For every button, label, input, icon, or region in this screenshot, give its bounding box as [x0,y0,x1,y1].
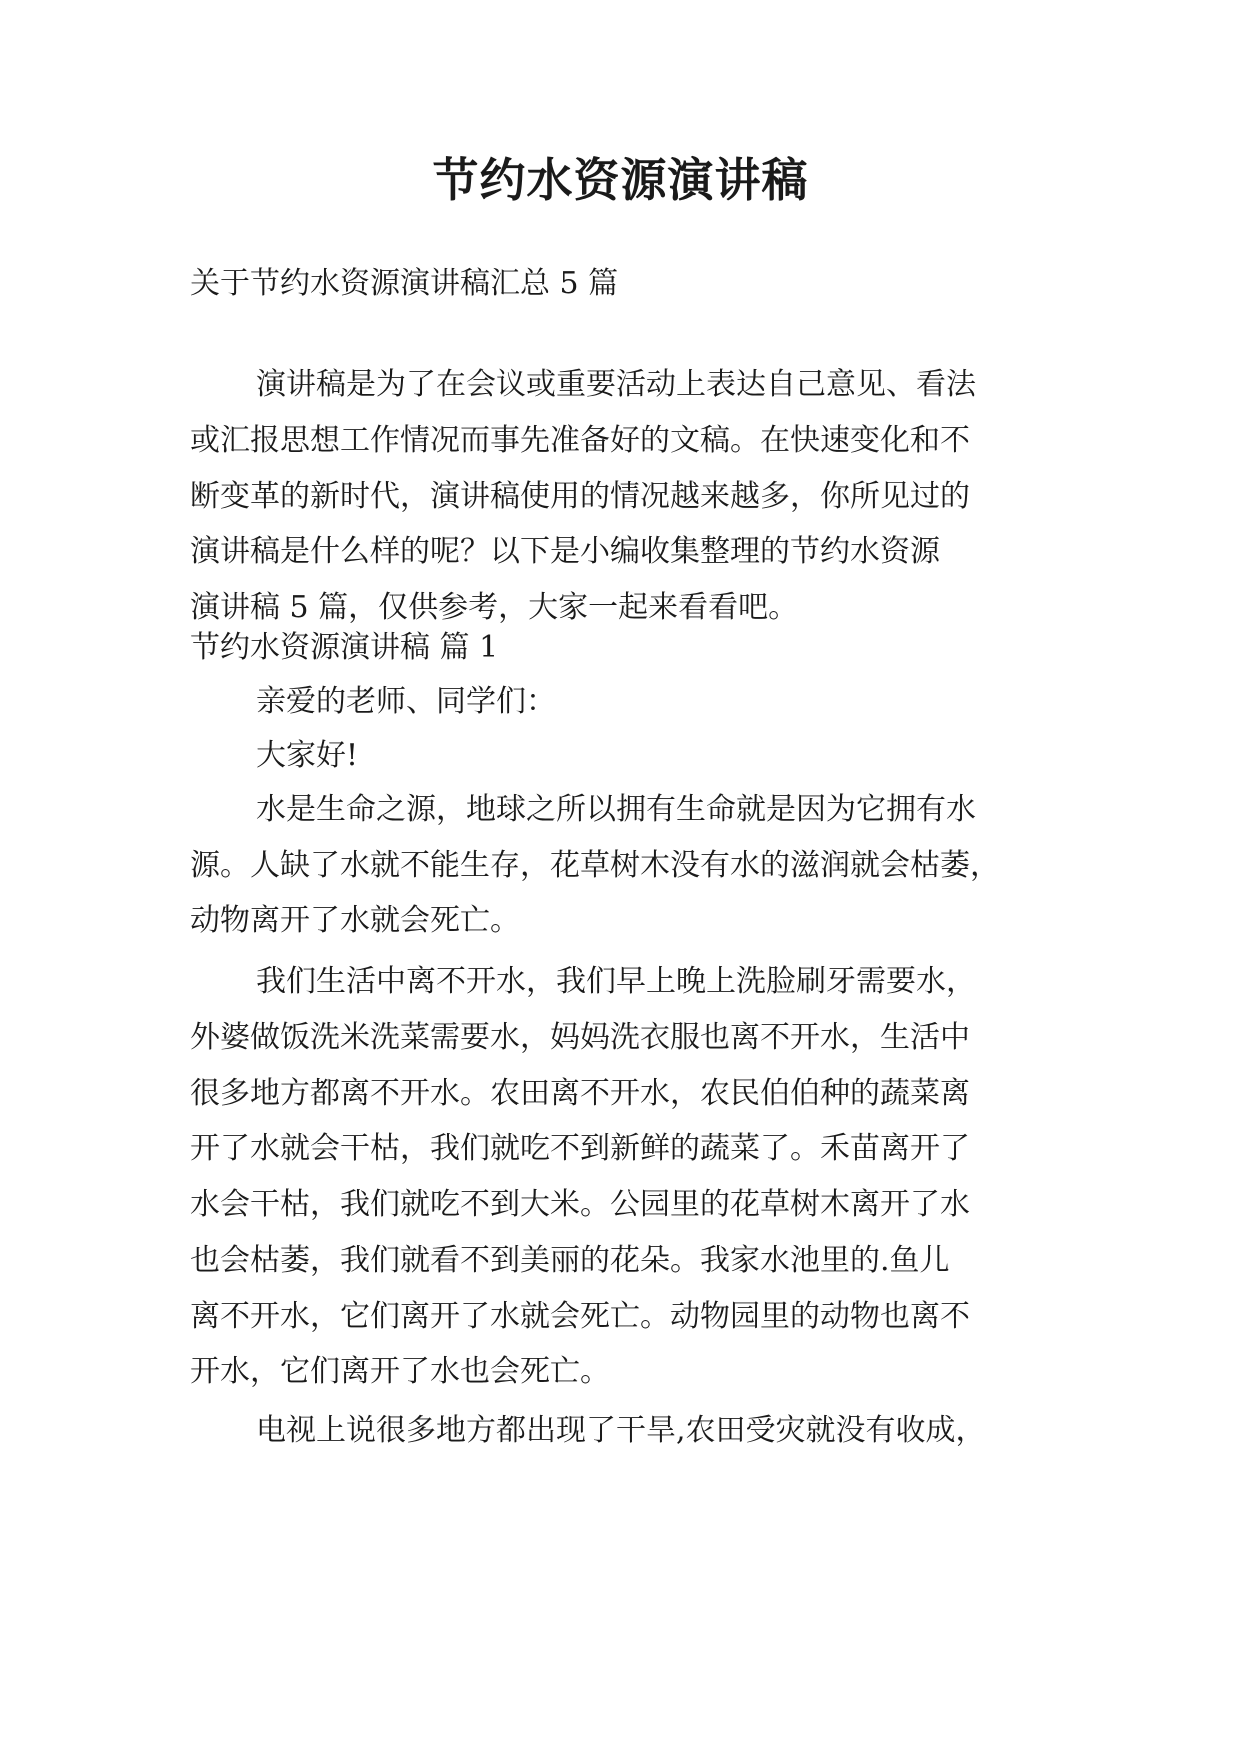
paragraph-line: 我们生活中离不开水，我们早上晚上洗脸刷牙需要水， [256,964,976,999]
paragraph-line: 源。人缺了水就不能生存，花草树木没有水的滋润就会枯萎， [190,848,1000,883]
greeting: 大家好! [256,738,359,773]
paragraph-line: 水是生命之源，地球之所以拥有生命就是因为它拥有水 [256,792,976,827]
paragraph-line: 很多地方都离不开水。农田离不开水，农民伯伯种的蔬菜离 [190,1076,970,1111]
paragraph-line: 演讲稿 5 篇，仅供参考，大家一起来看看吧。 [190,590,799,625]
paragraph-line: 也会枯萎，我们就看不到美丽的花朵。我家水池里的.鱼儿 [190,1243,950,1278]
section-heading: 节约水资源演讲稿 篇 1 [190,630,499,665]
paragraph-line: 演讲稿是为了在会议或重要活动上表达自己意见、看法 [256,367,976,402]
paragraph-line: 动物离开了水就会死亡。 [190,903,520,938]
paragraph-line: 开了水就会干枯，我们就吃不到新鲜的蔬菜了。禾苗离开了 [190,1131,970,1166]
paragraph-line: 电视上说很多地方都出现了干旱,农田受灾就没有收成， [256,1413,986,1448]
paragraph-line: 开水，它们离开了水也会死亡。 [190,1354,610,1389]
document-title: 节约水资源演讲稿 [432,153,809,207]
paragraph-line: 或汇报思想工作情况而事先准备好的文稿。在快速变化和不 [190,423,970,458]
paragraph-line: 离不开水，它们离开了水就会死亡。动物园里的动物也离不 [190,1299,970,1334]
paragraph-line: 演讲稿是什么样的呢？以下是小编收集整理的节约水资源 [190,534,940,569]
paragraph-line: 外婆做饭洗米洗菜需要水，妈妈洗衣服也离不开水，生活中 [190,1020,970,1055]
salutation: 亲爱的老师、同学们： [256,684,556,719]
document-subtitle: 关于节约水资源演讲稿汇总 5 篇 [190,266,619,301]
paragraph-line: 水会干枯，我们就吃不到大米。公园里的花草树木离开了水 [190,1187,970,1222]
paragraph-line: 断变革的新时代，演讲稿使用的情况越来越多，你所见过的 [190,479,970,514]
